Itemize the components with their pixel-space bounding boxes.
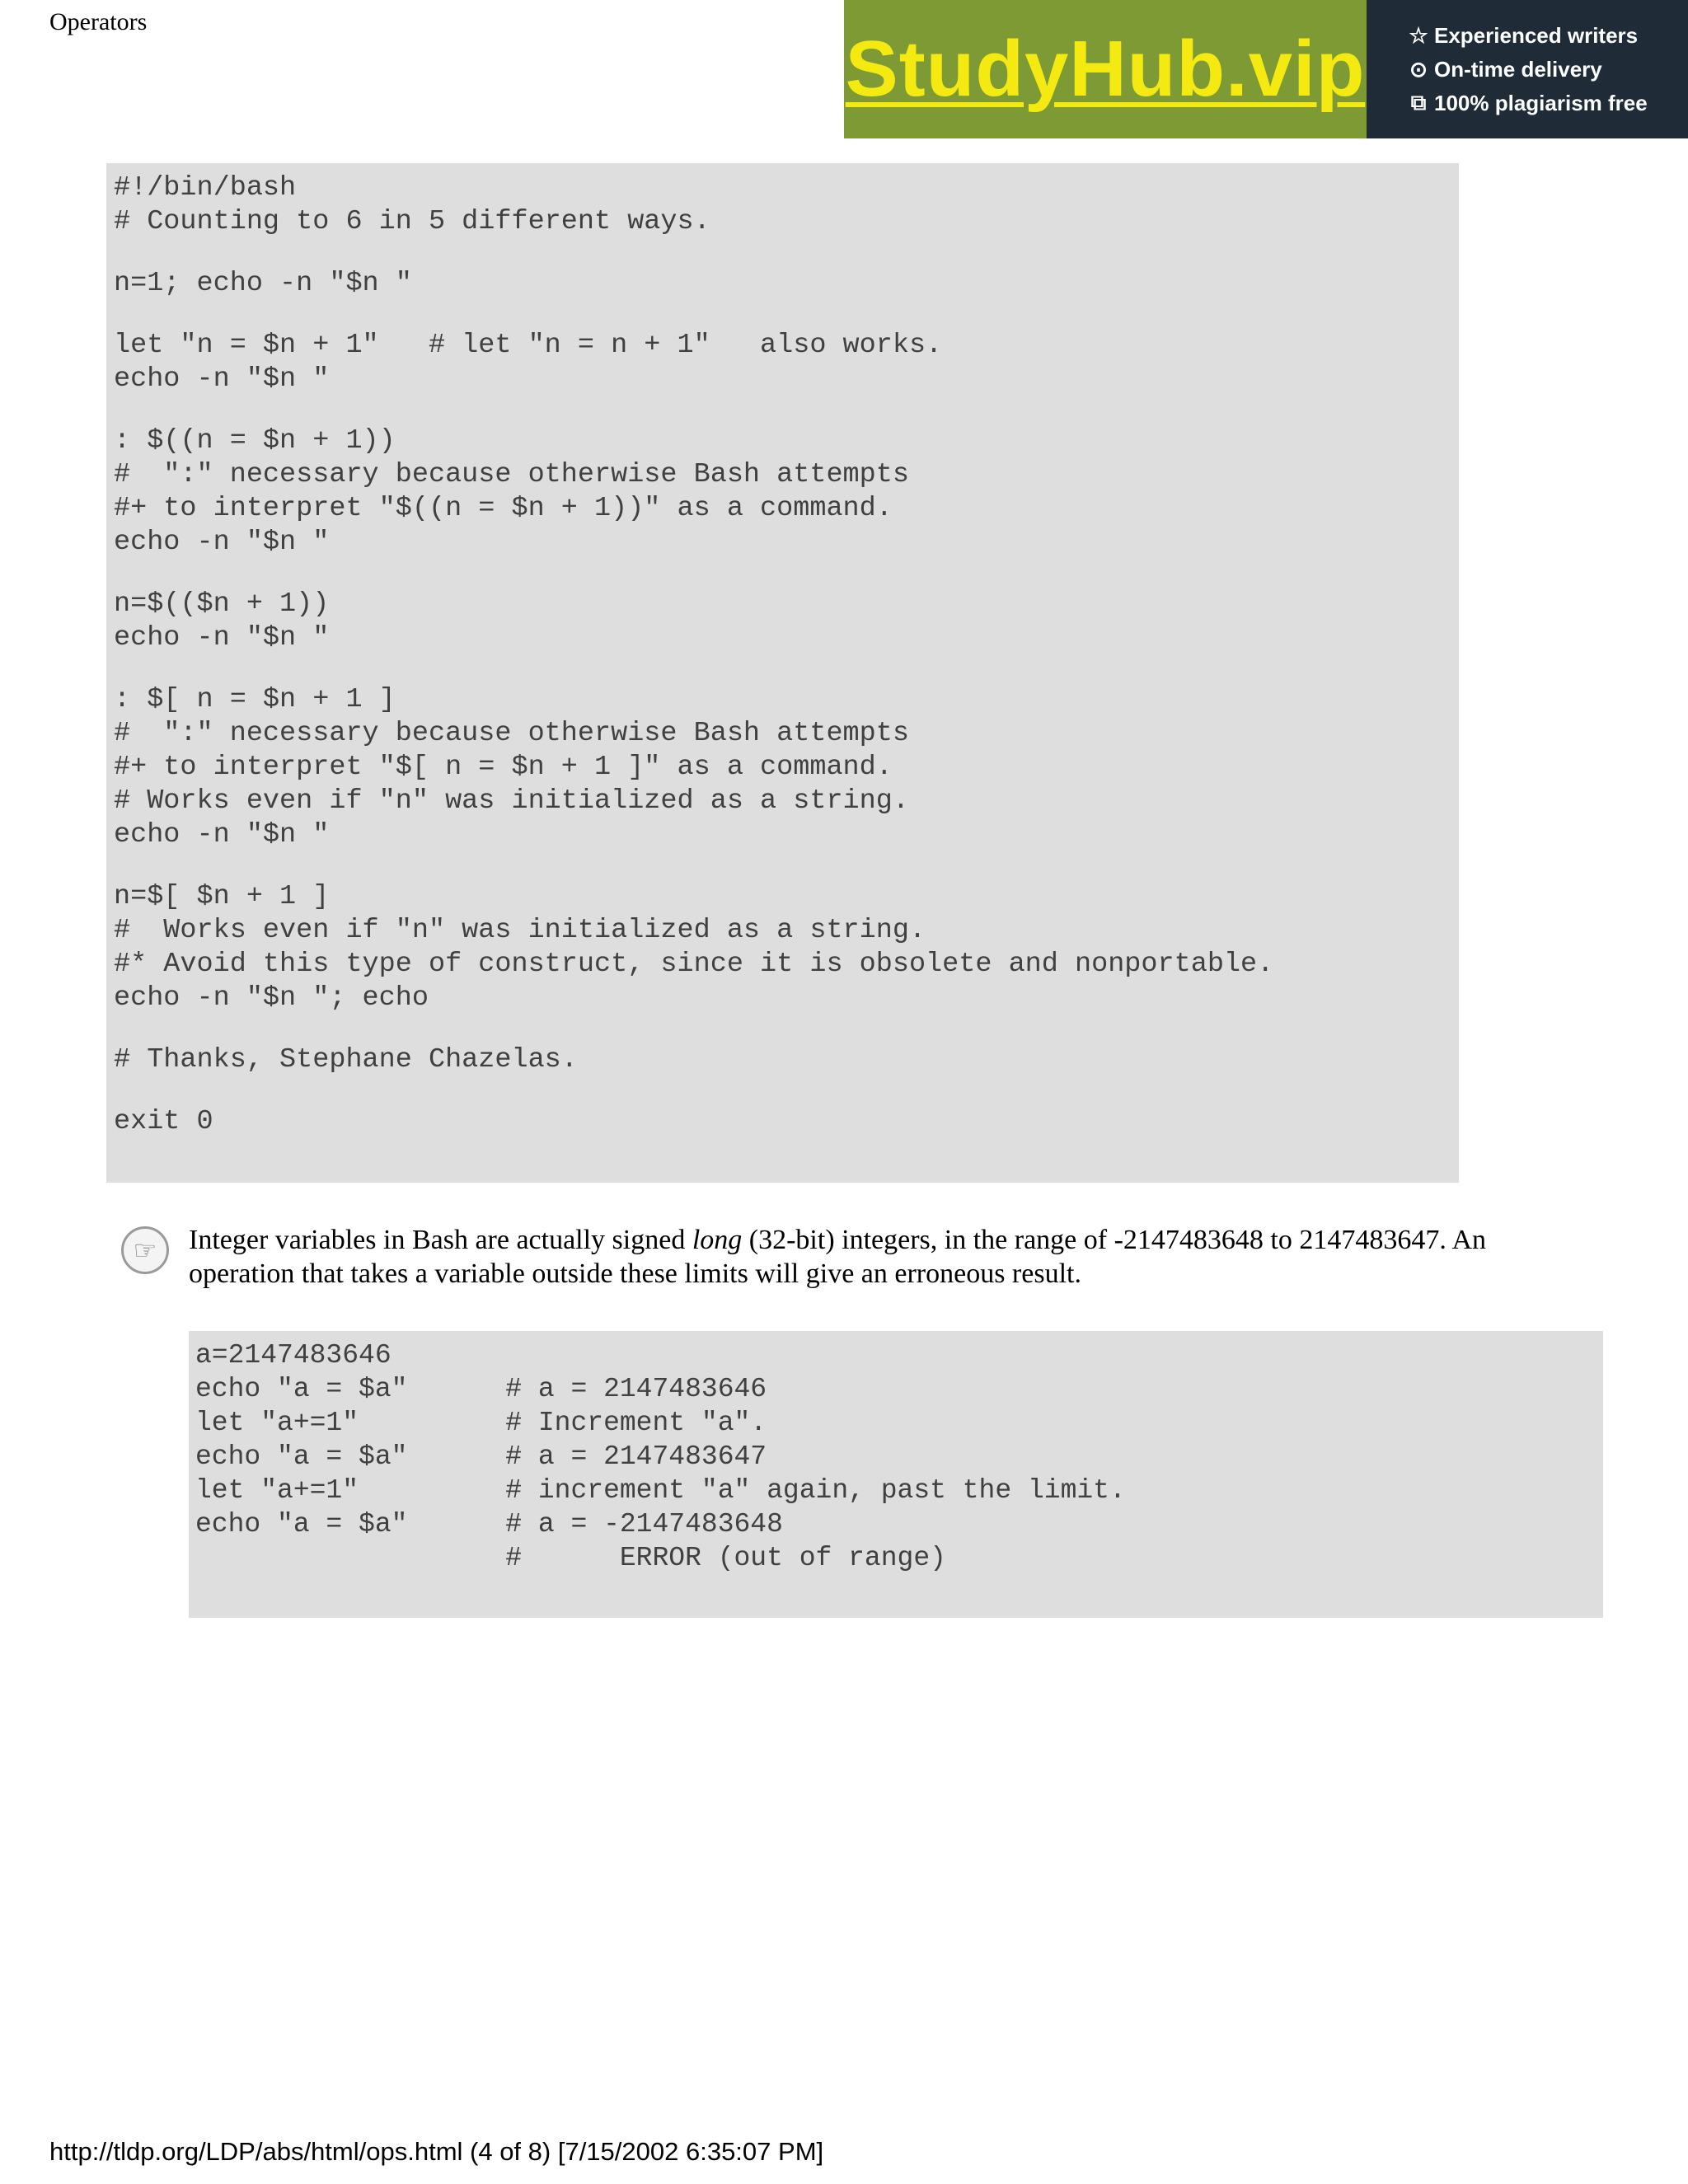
note-text-after: (32-bit) integers, in the range of -2147483648 to 2147483647. An operation that takes a variable outside these limits will give an erroneous result. (189, 1225, 1487, 1289)
code-line: a=2147483646 (195, 1340, 392, 1371)
code-line: : $((n = $n + 1)) (114, 425, 396, 457)
code-line: # ":" necessary because otherwise Bash attempts (114, 718, 909, 749)
banner-feature-writers (1408, 19, 1688, 53)
code-line: # Counting to 6 in 5 different ways. (114, 206, 710, 237)
code-line: echo "a = $a" # a = -2147483648 (195, 1509, 783, 1540)
code-line: #+ to interpret "$((n = $n + 1))" as a command. (114, 493, 893, 524)
code-blank-line (114, 852, 1459, 880)
page-header-title: Operators (49, 8, 148, 35)
banner-feature-delivery (1408, 53, 1688, 87)
banner-feature-plagiarism (1408, 87, 1688, 120)
pointing-hand-icon: ☞ (121, 1226, 169, 1274)
code-line: #* Avoid this type of construct, since it is obsolete and nonportable. (114, 949, 1274, 980)
footer-url: http://tldp.org/LDP/abs/html/ops.html (4 of 8) [7/15/2002 6:35:07 PM] (49, 2137, 824, 2166)
code-blank-line (114, 301, 1459, 329)
code-line: exit 0 (114, 1106, 213, 1137)
code-line: echo -n "$n " (114, 622, 330, 654)
code-line: # Works even if "n" was initialized as a string. (114, 785, 909, 817)
copy-icon: ⧉ (1410, 90, 1427, 115)
code-line: #+ to interpret "$[ n = $n + 1 ]" as a command. (114, 752, 893, 783)
code-blank-line (114, 1015, 1459, 1043)
code-blank-line (114, 239, 1459, 267)
code-line: echo -n "$n "; echo (114, 982, 429, 1014)
code-blank-line (114, 560, 1459, 588)
note-paragraph (189, 1223, 1516, 1291)
code-line: n=1; echo -n "$n " (114, 268, 412, 299)
code-line: # ERROR (out of range) (195, 1543, 946, 1573)
studyhub-banner[interactable] (844, 0, 1688, 138)
code-line: # Thanks, Stephane Chazelas. (114, 1044, 578, 1076)
banner-logo[interactable]: StudyHub.vip (845, 25, 1366, 113)
code-blank-line (114, 1077, 1459, 1105)
code-line: n=$[ $n + 1 ] (114, 881, 330, 912)
star-icon: ☆ (1409, 22, 1428, 48)
banner-feature-label: Experienced writers (1434, 22, 1639, 48)
code-line: #!/bin/bash (114, 172, 297, 204)
banner-feature-label: 100% plagiarism free (1434, 90, 1648, 115)
note-text-emphasis: long (692, 1225, 743, 1255)
code-block-overflow (189, 1331, 1603, 1618)
code-blank-line (114, 655, 1459, 683)
code-line: echo "a = $a" # a = 2147483646 (195, 1374, 767, 1404)
code-line: echo -n "$n " (114, 363, 330, 395)
code-line: n=$(($n + 1)) (114, 588, 330, 620)
code-line: : $[ n = $n + 1 ] (114, 684, 396, 715)
code-line: # ":" necessary because otherwise Bash attempts (114, 459, 909, 490)
code-line: let "a+=1" # increment "a" again, past the limit. (195, 1475, 1126, 1506)
note-text-before: Integer variables in Bash are actually signed (189, 1225, 692, 1255)
code-block-counting (106, 163, 1459, 1183)
code-line: let "a+=1" # Increment "a". (195, 1408, 767, 1438)
banner-logo-area[interactable] (844, 0, 1367, 138)
code-line: # Works even if "n" was initialized as a string. (114, 915, 926, 946)
code-blank-line (114, 396, 1459, 424)
code-line: echo "a = $a" # a = 2147483647 (195, 1441, 767, 1472)
banner-feature-label: On-time delivery (1434, 56, 1602, 82)
code-line: let "n = $n + 1" # let "n = n + 1" also works. (114, 330, 943, 361)
code-line: echo -n "$n " (114, 819, 330, 851)
banner-features (1367, 0, 1688, 138)
clock-icon: ⊙ (1409, 56, 1428, 82)
code-line: echo -n "$n " (114, 527, 330, 558)
